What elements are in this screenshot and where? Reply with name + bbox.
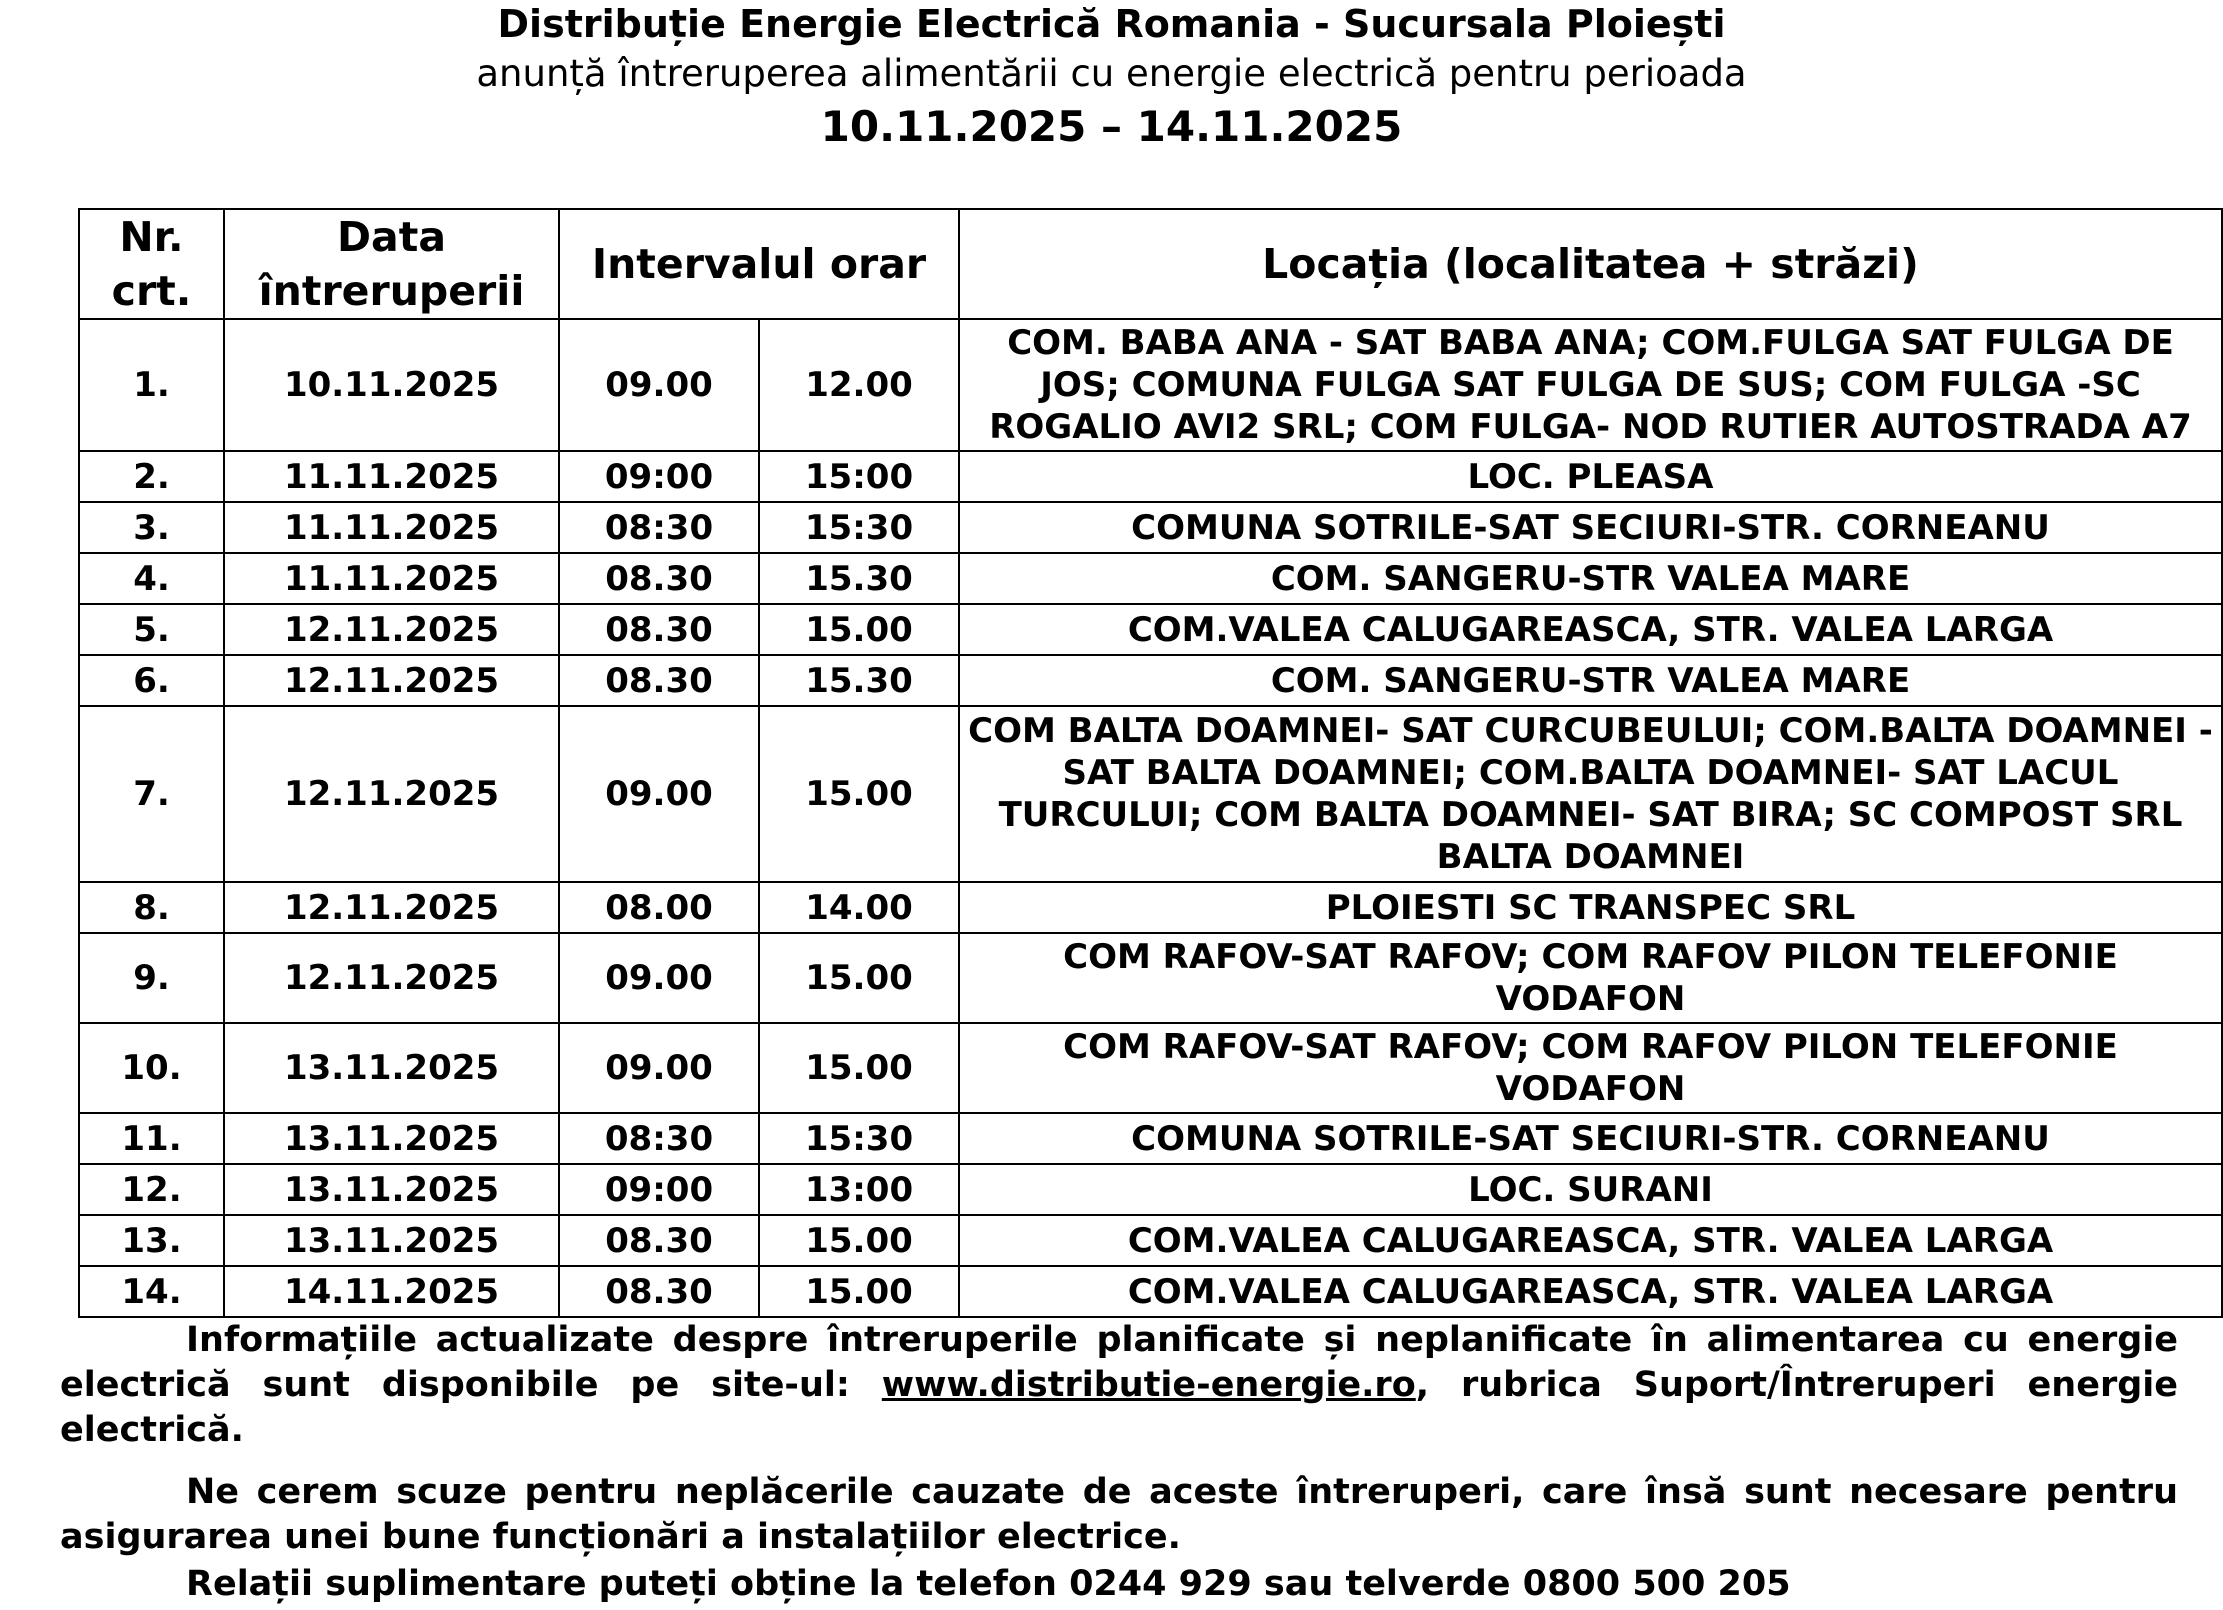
row-date: 13.11.2025 xyxy=(224,1164,559,1215)
row-end-time: 15:30 xyxy=(759,502,959,553)
row-start-time: 09:00 xyxy=(559,1164,759,1215)
row-number: 4. xyxy=(79,553,224,604)
row-location: COM.VALEA CALUGAREASCA, STR. VALEA LARGA xyxy=(959,604,2222,655)
table-header-row xyxy=(79,209,2222,319)
outages-table xyxy=(78,208,2223,1318)
table-row xyxy=(79,706,2222,882)
footer-contact-paragraph: Relații suplimentare puteți obține la telefon 0244 929 sau telverde 0800 500 205 xyxy=(186,1564,1791,1604)
col-header-nr-line1: Nr. xyxy=(119,213,184,261)
row-start-time: 08:30 xyxy=(559,1113,759,1164)
row-number: 3. xyxy=(79,502,224,553)
row-location: COM RAFOV-SAT RAFOV; COM RAFOV PILON TELEFONIE VODAFON xyxy=(959,933,2222,1023)
row-location: LOC. PLEASA xyxy=(959,451,2222,502)
row-location: COM RAFOV-SAT RAFOV; COM RAFOV PILON TELEFONIE VODAFON xyxy=(959,1023,2222,1113)
row-end-time: 15.30 xyxy=(759,553,959,604)
row-location: COM. SANGERU-STR VALEA MARE xyxy=(959,655,2222,706)
table-row xyxy=(79,933,2222,1023)
col-header-date-line2: întreruperii xyxy=(258,267,525,315)
row-date: 10.11.2025 xyxy=(224,319,559,451)
row-location: COM BALTA DOAMNEI- SAT CURCUBEULUI; COM.BALTA DOAMNEI -SAT BALTA DOAMNEI; COM.BALTA DOAMNEI- SAT LACUL TURCULUI; COM BALTA DOAMNEI- SAT BIRA; SC COMPOST SRL BALTA DOAMNEI xyxy=(959,706,2222,882)
row-number: 13. xyxy=(79,1215,224,1266)
row-end-time: 15.00 xyxy=(759,1023,959,1113)
row-number: 8. xyxy=(79,882,224,933)
table-row xyxy=(79,1113,2222,1164)
row-date: 13.11.2025 xyxy=(224,1023,559,1113)
row-number: 5. xyxy=(79,604,224,655)
row-number: 7. xyxy=(79,706,224,882)
row-start-time: 08.30 xyxy=(559,1266,759,1317)
row-number: 14. xyxy=(79,1266,224,1317)
row-start-time: 08:30 xyxy=(559,502,759,553)
row-location: COM.VALEA CALUGAREASCA, STR. VALEA LARGA xyxy=(959,1215,2222,1266)
row-date: 13.11.2025 xyxy=(224,1113,559,1164)
table-row xyxy=(79,655,2222,706)
row-date: 12.11.2025 xyxy=(224,933,559,1023)
row-end-time: 14.00 xyxy=(759,882,959,933)
row-date: 11.11.2025 xyxy=(224,451,559,502)
notice-period: 10.11.2025 – 14.11.2025 xyxy=(820,102,1403,151)
row-date: 11.11.2025 xyxy=(224,502,559,553)
table-row xyxy=(79,502,2222,553)
row-end-time: 15.00 xyxy=(759,1215,959,1266)
row-end-time: 13:00 xyxy=(759,1164,959,1215)
table-row xyxy=(79,1266,2222,1317)
footer-apology-paragraph xyxy=(60,1470,2178,1560)
row-number: 10. xyxy=(79,1023,224,1113)
row-end-time: 12.00 xyxy=(759,319,959,451)
row-number: 11. xyxy=(79,1113,224,1164)
row-date: 14.11.2025 xyxy=(224,1266,559,1317)
row-end-time: 15:00 xyxy=(759,451,959,502)
website-link[interactable]: www.distributie-energie.ro xyxy=(881,1365,1416,1405)
col-header-nr-line2: crt. xyxy=(111,267,192,315)
row-number: 2. xyxy=(79,451,224,502)
row-location: COM. SANGERU-STR VALEA MARE xyxy=(959,553,2222,604)
table-row xyxy=(79,319,2222,451)
row-start-time: 09.00 xyxy=(559,319,759,451)
table-row xyxy=(79,553,2222,604)
row-number: 9. xyxy=(79,933,224,1023)
row-end-time: 15.00 xyxy=(759,604,959,655)
row-start-time: 08.00 xyxy=(559,882,759,933)
col-header-date-line1: Data xyxy=(337,213,446,261)
table-body xyxy=(79,319,2222,1317)
row-end-time: 15.00 xyxy=(759,933,959,1023)
row-start-time: 09.00 xyxy=(559,706,759,882)
row-location: COMUNA SOTRILE-SAT SECIURI-STR. CORNEANU xyxy=(959,502,2222,553)
row-end-time: 15.00 xyxy=(759,706,959,882)
row-date: 12.11.2025 xyxy=(224,655,559,706)
notice-title: Distribuție Energie Electrică Romania - Sucursala Ploiești xyxy=(497,2,1726,46)
row-end-time: 15:30 xyxy=(759,1113,959,1164)
row-date: 12.11.2025 xyxy=(224,882,559,933)
footer-apology-text: Ne cerem scuze pentru neplăcerile cauzate de aceste întreruperi, care însă sunt necesare pentru asigurarea unei bune funcționări a instalațiilor electrice. xyxy=(60,1472,2178,1557)
row-date: 12.11.2025 xyxy=(224,706,559,882)
row-location: PLOIESTI SC TRANSPEC SRL xyxy=(959,882,2222,933)
table-row xyxy=(79,882,2222,933)
row-date: 12.11.2025 xyxy=(224,604,559,655)
row-start-time: 08.30 xyxy=(559,655,759,706)
table-row xyxy=(79,1023,2222,1113)
row-location: COM.VALEA CALUGAREASCA, STR. VALEA LARGA xyxy=(959,1266,2222,1317)
row-date: 11.11.2025 xyxy=(224,553,559,604)
col-header-location: Locația (localitatea + străzi) xyxy=(959,209,2222,319)
row-location: COM. BABA ANA - SAT BABA ANA; COM.FULGA SAT FULGA DE JOS; COMUNA FULGA SAT FULGA DE SUS; COM FULGA -SC ROGALIO AVI2 SRL; COM FULGA- NOD RUTIER AUTOSTRADA A7 xyxy=(959,319,2222,451)
col-header-date xyxy=(224,209,559,319)
row-start-time: 08.30 xyxy=(559,553,759,604)
row-start-time: 09:00 xyxy=(559,451,759,502)
row-start-time: 08.30 xyxy=(559,604,759,655)
table-row xyxy=(79,604,2222,655)
col-header-nr xyxy=(79,209,224,319)
row-start-time: 08.30 xyxy=(559,1215,759,1266)
row-number: 1. xyxy=(79,319,224,451)
row-number: 6. xyxy=(79,655,224,706)
row-end-time: 15.00 xyxy=(759,1266,959,1317)
col-header-interval: Intervalul orar xyxy=(559,209,959,319)
row-start-time: 09.00 xyxy=(559,933,759,1023)
row-number: 12. xyxy=(79,1164,224,1215)
table-row xyxy=(79,1164,2222,1215)
row-location: COMUNA SOTRILE-SAT SECIURI-STR. CORNEANU xyxy=(959,1113,2222,1164)
row-end-time: 15.30 xyxy=(759,655,959,706)
table-row xyxy=(79,451,2222,502)
row-location: LOC. SURANI xyxy=(959,1164,2222,1215)
row-date: 13.11.2025 xyxy=(224,1215,559,1266)
row-start-time: 09.00 xyxy=(559,1023,759,1113)
table-row xyxy=(79,1215,2222,1266)
notice-subtitle: anunță întreruperea alimentării cu energie electrică pentru perioada xyxy=(476,52,1747,95)
footer-info-text-end: , rubrica Suport/Întreruperi energie electrică. xyxy=(60,1365,2179,1450)
footer-info-text: Informațiile actualizate despre întreruperile planificate și neplanificate în alimentarea cu energie electrică sunt disponibile pe site-ul: xyxy=(60,1320,2178,1405)
footer-info-paragraph xyxy=(60,1318,2178,1453)
